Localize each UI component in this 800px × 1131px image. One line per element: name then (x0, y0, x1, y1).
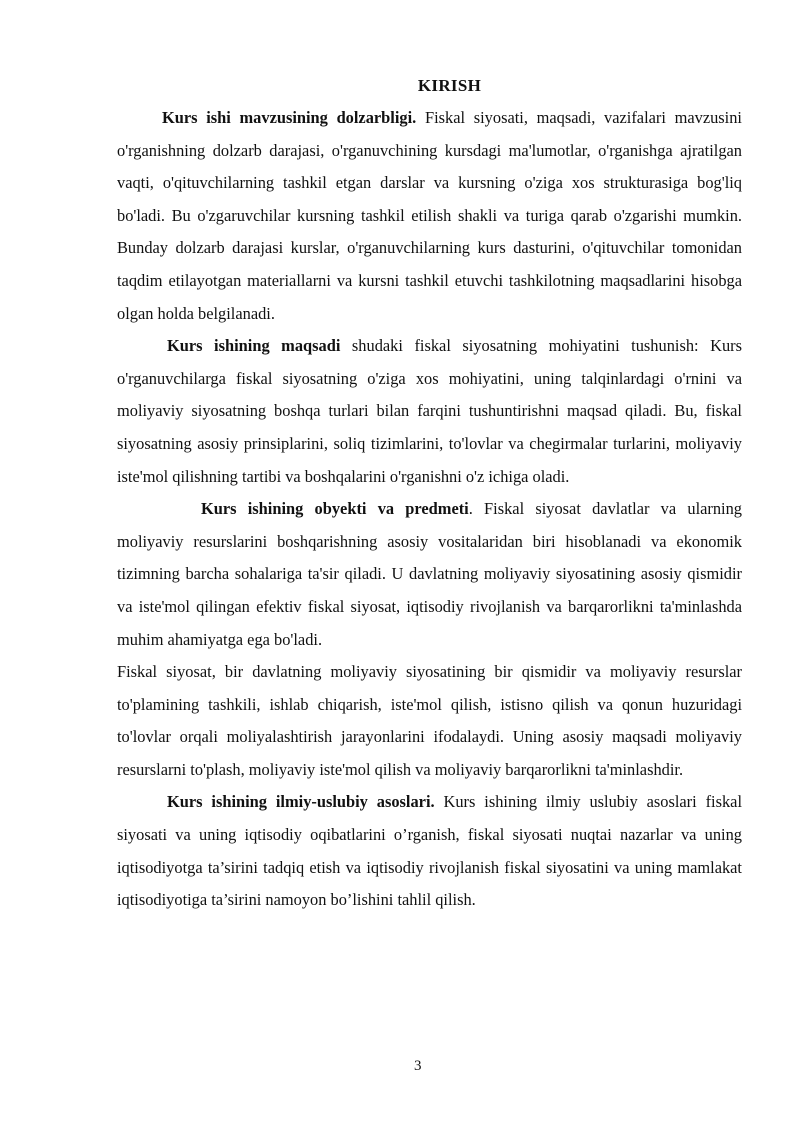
paragraph-lead: Kurs ishining obyekti va predmeti (201, 499, 469, 519)
section-heading: KIRISH (417, 76, 482, 95)
paragraph-text: shudaki fiskal siyosatning mohiyatini tushunish: Kurs o'rganuvchilarga fiskal siyosatning o'ziga xos mohiyatini, uning talqinlardagi o'rnini va moliyaviy siyosatning boshqa turlari bilan farqini tushuntirishni maqsad qiladi. Bu, fiskal siyosatning asosiy prinsiplarini, soliq tizimlarini, to'lovlar va chegirmalar turlarini, moliyaviy iste'mol qilishning tartibi va boshqalarini o'rganishni o'z ichiga oladi. (117, 336, 742, 486)
paragraph-relevance (117, 102, 742, 330)
paragraph-methodology (117, 786, 742, 916)
page-number: 3 (414, 1058, 422, 1074)
paragraph-text: Fiskal siyosati, maqsadi, vazifalari mavzusini o'rganishning dolzarb darajasi, o'rganuvchining kursdagi ma'lumotlar, o'rganishga ajratilgan vaqti, o'qituvchilarning tashkil etgan darslar va kursning o'ziga xos strukturasiga bog'liq bo'ladi. Bu o'zgaruvchilar kursning tashkil etilish shakli va turiga qarab o'zgarishi mumkin. Bunday dolzarb darajasi kurslar, o'rganuvchilarning kurs dasturini, o'qituvchilar tomonidan taqdim etilayotgan materiallarni va kursni tashkil etuvchi tashkilotning maqsadlarini hisobga olgan holda belgilanadi. (117, 108, 742, 323)
paragraph-object-subject (117, 493, 742, 656)
paragraph-lead: Kurs ishi mavzusining dolzarbligi. (162, 108, 417, 127)
paragraph-lead: Kurs ishining ilmiy-uslubiy asoslari. (167, 792, 435, 812)
paragraph-text: Fiskal siyosat, bir davlatning moliyaviy siyosatining bir qismidir va moliyaviy resurslar to'plamining tashkili, ishlab chiqarish, iste'mol qilish, istisno qilish va qonun huzuridagi to'lovlar orqali moliyalashtirish jarayonlarini ifodalaydi. Uning asosiy maqsadi moliyaviy resurslarni to'plash, moliyaviy iste'mol qilish va moliyaviy barqarorlikni ta'minlashdir. (117, 662, 742, 779)
paragraph-goal (117, 330, 742, 493)
paragraph-fiscal-policy (117, 656, 742, 786)
paragraph-text: Kurs ishining ilmiy uslubiy asoslari fiskal siyosati va uning iqtisodiy oqibatlarini o’rganish, fiskal siyosati nuqtai nazarlar va uning iqtisodiyotga ta’sirini tadqiq etish va iqtisodiy rivojlanish fiskal siyosatini va uning mamlakat iqtisodiyotiga ta’sirini namoyon bo’lishini tahlil qilish. (117, 792, 743, 910)
paragraph-text: . Fiskal siyosat davlatlar va ularning moliyaviy resurslarini boshqarishning asosiy vositalaridan biri hisoblanadi va ekonomik tizimning barcha sohalariga ta'sir qiladi. U davlatning moliyaviy siyosatining asosiy qismidir va iste'mol qilingan efektiv fiskal siyosat, iqtisodiy rivojlanish va barqarorlikni ta'minlashda muhim ahamiyatga ega bo'ladi. (117, 499, 742, 649)
document-page (117, 70, 742, 917)
paragraph-lead: Kurs ishining maqsadi (167, 336, 341, 356)
